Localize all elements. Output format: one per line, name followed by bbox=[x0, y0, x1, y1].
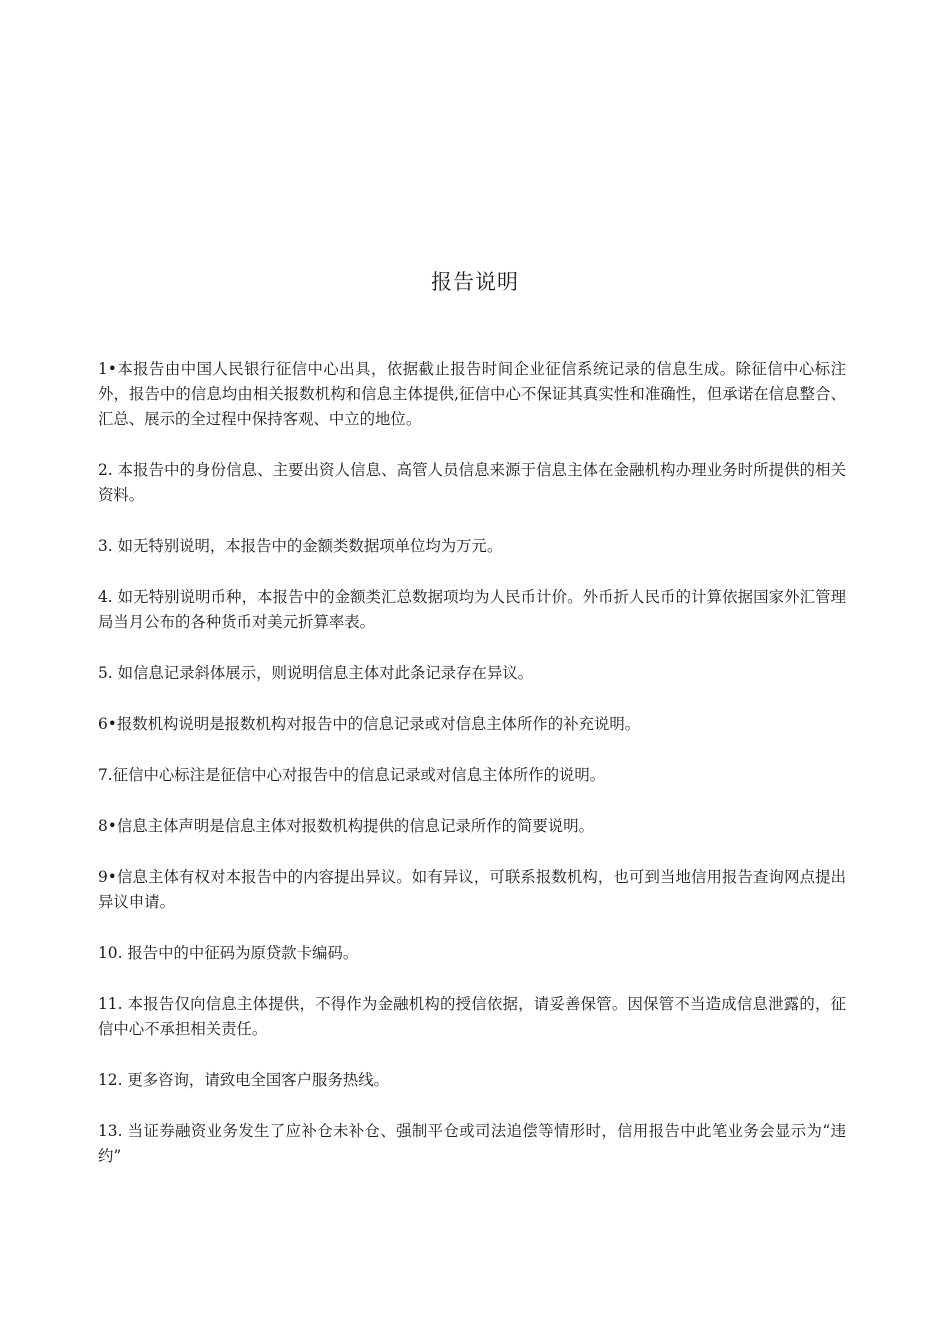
note-3: 3. 如无特别说明，本报告中的金额类数据项单位均为万元。 bbox=[98, 537, 503, 555]
note-10: 10. 报告中的中征码为原贷款卡编码。 bbox=[98, 944, 359, 962]
note-13: 13. 当证券融资业务发生了应补仓未补仓、强制平仓或司法追偿等情形时，信用报告中此笔业务会显示为“违约” bbox=[98, 1122, 846, 1165]
note-2: 2. 本报告中的身份信息、主要出资人信息、高管人员信息来源于信息主体在金融机构办理业务时所提供的相关资料。 bbox=[98, 461, 846, 504]
note-5: 5. 如信息记录斜体展示，则说明信息主体对此条记录存在异议。 bbox=[98, 664, 534, 682]
note-6: 6•报数机构说明是报数机构对报告中的信息记录或对信息主体所作的补充说明。 bbox=[98, 715, 641, 733]
page-title: 报告说明 bbox=[431, 270, 519, 294]
report-notes-list bbox=[98, 357, 846, 1195]
note-9: 9•信息主体有权对本报告中的内容提出异议。如有异议，可联系报数机构，也可到当地信用报告查询网点提出异议申请。 bbox=[98, 868, 846, 911]
note-1: 1•本报告由中国人民银行征信中心出具，依据截止报告时间企业征信系统记录的信息生成。除征信中心标注外，报告中的信息均由相关报数机构和信息主体提供,征信中心不保证其真实性和准确性，但承诺在信息整合、汇总、展示的全过程中保持客观、中立的地位。 bbox=[98, 360, 846, 428]
note-12: 12. 更多咨询，请致电全国客户服务热线。 bbox=[98, 1071, 390, 1089]
note-11: 11. 本报告仅向信息主体提供，不得作为金融机构的授信依据，请妥善保管。因保管不当造成信息泄露的，征信中心不承担相关责任。 bbox=[98, 995, 846, 1038]
note-4: 4. 如无特别说明币种，本报告中的金额类汇总数据项均为人民币计价。外币折人民币的计算依据国家外汇管理局当月公布的各种货币对美元折算率表。 bbox=[98, 588, 846, 631]
note-7: 7.征信中心标注是征信中心对报告中的信息记录或对信息主体所作的说明。 bbox=[98, 766, 606, 784]
note-8: 8•信息主体声明是信息主体对报数机构提供的信息记录所作的简要说明。 bbox=[98, 817, 594, 835]
